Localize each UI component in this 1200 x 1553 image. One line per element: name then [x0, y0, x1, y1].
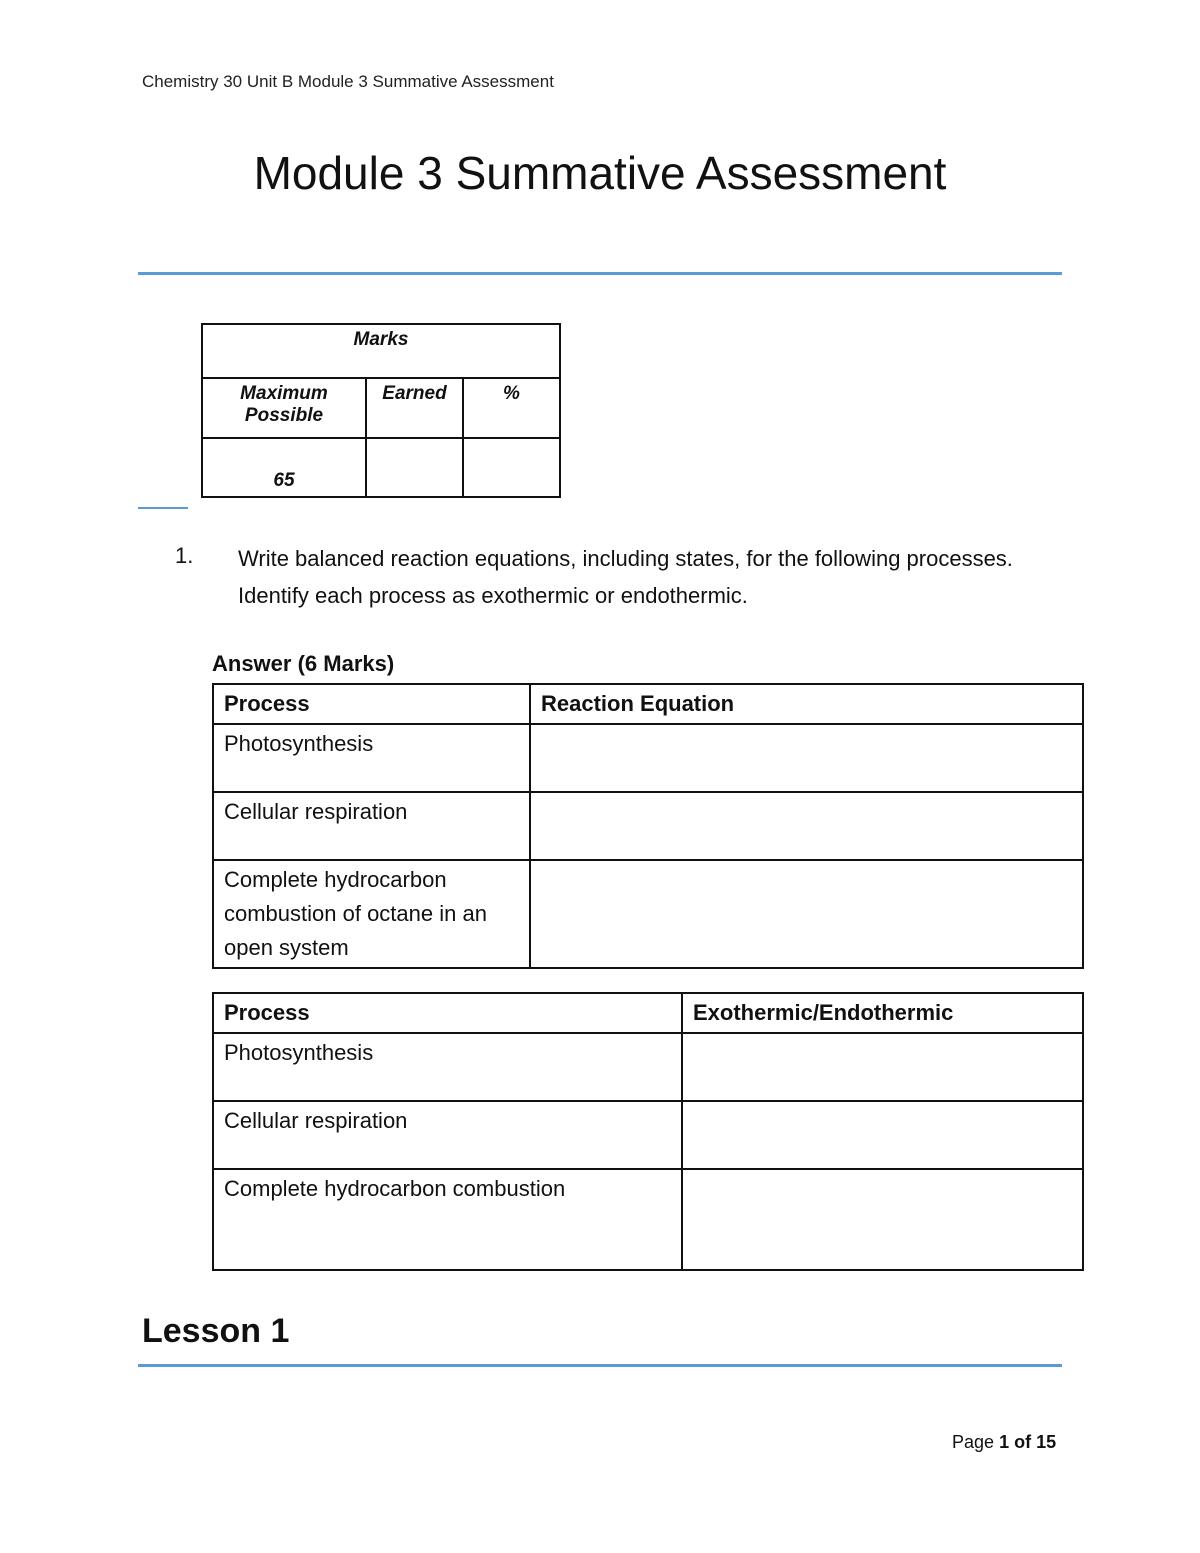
marks-table [201, 323, 561, 498]
marks-col-percent: % [463, 378, 560, 438]
answer-cell[interactable] [682, 1033, 1083, 1101]
answer-cell[interactable] [530, 860, 1083, 968]
answer-cell[interactable] [682, 1169, 1083, 1270]
table-row [213, 724, 1083, 792]
short-divider [138, 507, 188, 509]
process-cell: Photosynthesis [213, 1033, 682, 1101]
reaction-equation-table [212, 683, 1084, 969]
page-current: 1 [999, 1432, 1010, 1452]
marks-caption: Marks [202, 324, 560, 378]
answer-cell[interactable] [530, 724, 1083, 792]
table-header-row [213, 993, 1083, 1033]
question-text: Write balanced reaction equations, including states, for the following processes. Identify each process as exothermic or endothermic. [238, 546, 1013, 608]
table-row [213, 1033, 1083, 1101]
process-cell: Cellular respiration [213, 1101, 682, 1169]
marks-col-earned: Earned [366, 378, 463, 438]
answer-cell[interactable] [682, 1101, 1083, 1169]
table-row [213, 860, 1083, 968]
running-header: Chemistry 30 Unit B Module 3 Summative Assessment [142, 72, 554, 91]
title-divider [138, 272, 1062, 275]
marks-earned-value[interactable] [366, 438, 463, 497]
table-row [213, 1101, 1083, 1169]
section-heading: Lesson 1 [142, 1312, 290, 1350]
page-number [952, 1432, 1056, 1453]
page-total: 15 [1036, 1432, 1057, 1452]
section-divider [138, 1364, 1062, 1367]
question-number: 1. [175, 543, 194, 568]
process-cell: Photosynthesis [213, 724, 530, 792]
process-cell: Complete hydrocarbon combustion [213, 1169, 682, 1270]
header-process: Process [213, 684, 530, 724]
process-cell: Cellular respiration [213, 792, 530, 860]
marks-percent-value[interactable] [463, 438, 560, 497]
answer-label: Answer (6 Marks) [212, 651, 395, 676]
header-exothermic-endothermic: Exothermic/Endothermic [682, 993, 1083, 1033]
header-reaction-equation: Reaction Equation [530, 684, 1083, 724]
page-title: Module 3 Summative Assessment [253, 147, 947, 199]
process-cell: Complete hydrocarbon combustion of octane in an open system [213, 860, 530, 968]
of-word: of [1014, 1432, 1032, 1452]
table-header-row [213, 684, 1083, 724]
table-row [213, 792, 1083, 860]
marks-maximum-value: 65 [202, 438, 366, 497]
header-process: Process [213, 993, 682, 1033]
page-word: Page [952, 1432, 995, 1452]
exothermic-endothermic-table [212, 992, 1084, 1271]
table-row [213, 1169, 1083, 1270]
answer-cell[interactable] [530, 792, 1083, 860]
marks-col-maximum: Maximum Possible [202, 378, 366, 438]
